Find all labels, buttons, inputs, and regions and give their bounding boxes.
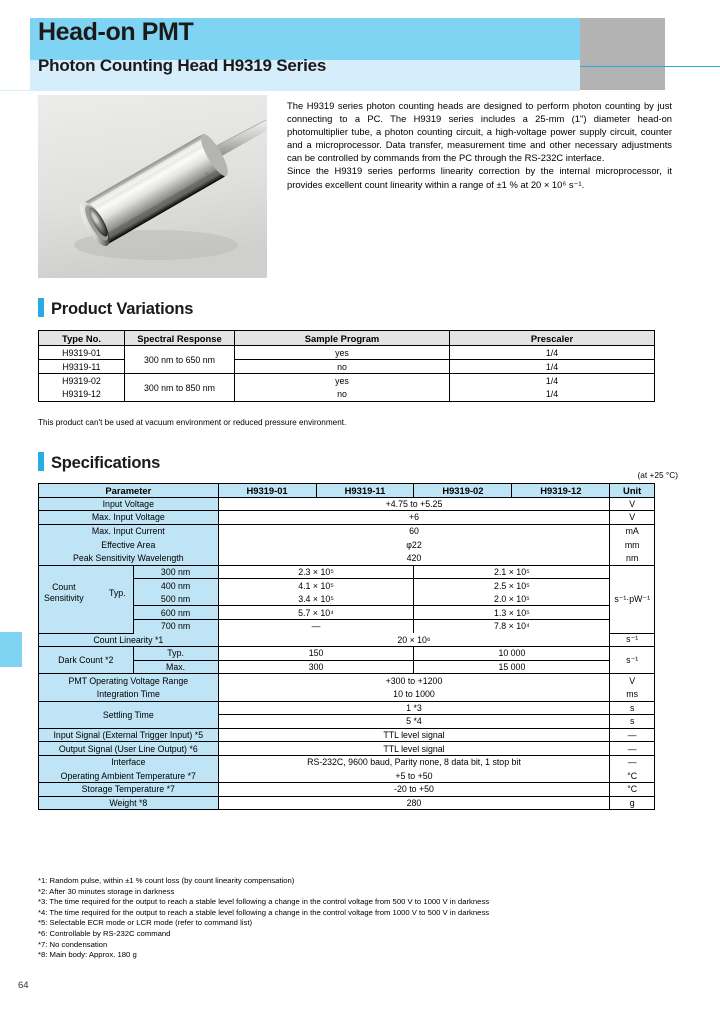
col-h9319-12: H9319-12 bbox=[512, 484, 610, 498]
cell-max-right: 15 000 bbox=[414, 660, 610, 674]
section-accent-bar bbox=[38, 452, 44, 471]
cell-count-sensitivity-label bbox=[39, 565, 134, 633]
cell-parameter: Weight *8 bbox=[39, 796, 219, 810]
col-sample-program: Sample Program bbox=[235, 331, 450, 346]
cell-parameter: Integration Time bbox=[39, 687, 219, 701]
page-title: Head-on PMT bbox=[38, 18, 194, 46]
cell-value-left: 4.1 × 10⁵ bbox=[218, 579, 414, 593]
cell-value-right: 2.5 × 10⁵ bbox=[414, 579, 610, 593]
cell-type-no: H9319-02 bbox=[39, 374, 125, 388]
cell-parameter: Interface bbox=[39, 755, 219, 769]
table-row-dark-count-typ bbox=[39, 647, 655, 661]
cell-unit: — bbox=[610, 755, 655, 769]
cell-sample-program: yes bbox=[235, 346, 450, 360]
cell-wavelength: 300 nm bbox=[133, 565, 218, 579]
cell-unit: V bbox=[610, 497, 655, 511]
cell-type-no: H9319-12 bbox=[39, 388, 125, 402]
cell-value: TTL level signal bbox=[218, 728, 610, 742]
footnote-item: *7: No condensation bbox=[38, 939, 108, 949]
cell-value: +300 to +1200 bbox=[218, 674, 610, 688]
cell-value-right: 2.1 × 10⁵ bbox=[414, 565, 610, 579]
cell-value: +5 to +50 bbox=[218, 769, 610, 783]
cell-value: 280 bbox=[218, 796, 610, 810]
cell-value: 60 bbox=[218, 524, 610, 538]
table-row-max-input-voltage bbox=[39, 511, 655, 525]
cell-prescaler: 1/4 bbox=[450, 374, 655, 388]
footnote-item: *3: The time required for the output to reach a stable level following a change in the control voltage from 500 V to 1000 V in darkness bbox=[38, 897, 490, 907]
cell-unit-a: s bbox=[610, 701, 655, 715]
cell-sample-program: no bbox=[235, 388, 450, 402]
cell-unit: V bbox=[610, 511, 655, 525]
table-row-input-signal bbox=[39, 728, 655, 742]
cell-value: 10 to 1000 bbox=[218, 687, 610, 701]
specifications-table bbox=[38, 483, 655, 810]
cell-unit: s⁻¹ bbox=[610, 647, 655, 674]
table-row-effective-area bbox=[39, 538, 655, 552]
footnote-item: *6: Controllable by RS-232C command bbox=[38, 928, 171, 938]
cell-unit-b: s bbox=[610, 715, 655, 729]
cell-parameter: Storage Temperature *7 bbox=[39, 783, 219, 797]
cell-value-b: 5 *4 bbox=[218, 715, 610, 729]
cell-parameter: Input Voltage bbox=[39, 497, 219, 511]
table-row-input-voltage bbox=[39, 497, 655, 511]
cell-typ-left: 150 bbox=[218, 647, 414, 661]
table-row-output-signal bbox=[39, 742, 655, 756]
cell-wavelength: 400 nm bbox=[133, 579, 218, 593]
table-row bbox=[39, 374, 655, 388]
table-row-storage-temp bbox=[39, 783, 655, 797]
cell-wavelength: 500 nm bbox=[133, 592, 218, 606]
table-row-interface bbox=[39, 755, 655, 769]
cell-value: 420 bbox=[218, 551, 610, 565]
product-variations-caption: This product can't be used at vacuum environment or reduced pressure environment. bbox=[38, 418, 347, 427]
label-typ: Typ. bbox=[109, 587, 126, 598]
cell-value: 20 × 10⁶ bbox=[218, 633, 610, 647]
cell-value-right: 7.8 × 10⁴ bbox=[414, 619, 610, 633]
cell-prescaler: 1/4 bbox=[450, 346, 655, 360]
col-unit: Unit bbox=[610, 484, 655, 498]
cell-unit: ms bbox=[610, 687, 655, 701]
cell-unit: V bbox=[610, 674, 655, 688]
footnote-item: *1: Random pulse, within ±1 % count loss (by count linearity compensation) bbox=[38, 876, 295, 885]
cell-sample-program: yes bbox=[235, 374, 450, 388]
page-side-tab bbox=[0, 632, 22, 667]
cell-value: -20 to +50 bbox=[218, 783, 610, 797]
cell-wavelength: 600 nm bbox=[133, 606, 218, 620]
cell-max-left: 300 bbox=[218, 660, 414, 674]
table-header-row bbox=[39, 484, 655, 498]
label-line-2: Sensitivity bbox=[44, 592, 84, 603]
col-parameter: Parameter bbox=[39, 484, 219, 498]
header-light-rule bbox=[0, 90, 580, 91]
footnotes-list bbox=[38, 876, 489, 961]
footnote-item: *2: After 30 minutes storage in darkness bbox=[38, 886, 175, 896]
cell-parameter: Count Linearity *1 bbox=[39, 633, 219, 647]
cell-spectral-response: 300 nm to 650 nm bbox=[125, 346, 235, 374]
table-header-row bbox=[39, 331, 655, 346]
cell-unit: g bbox=[610, 796, 655, 810]
table-row-count-linearity bbox=[39, 633, 655, 647]
col-h9319-02: H9319-02 bbox=[414, 484, 512, 498]
section-heading-product-variations bbox=[38, 298, 193, 319]
cell-dark-count-label: Dark Count *2 bbox=[39, 647, 134, 674]
table-row bbox=[39, 346, 655, 360]
cell-parameter: Output Signal (User Line Output) *6 bbox=[39, 742, 219, 756]
section-accent-bar bbox=[38, 298, 44, 317]
intro-paragraph-2: Since the H9319 series performs linearity correction by the internal microprocessor, it provides excellent count linearity within a range of ±1 % at 20 × 10⁶ s⁻¹. bbox=[287, 165, 672, 190]
cell-parameter: PMT Operating Voltage Range bbox=[39, 674, 219, 688]
footnote-item: *4: The time required for the output to reach a stable level following a change in the control voltage from 1000 V to 500 V in darkness bbox=[38, 907, 490, 917]
cell-unit: mm bbox=[610, 538, 655, 552]
cell-value: φ22 bbox=[218, 538, 610, 552]
cell-type-no: H9319-01 bbox=[39, 346, 125, 360]
cell-value-left: 5.7 × 10⁴ bbox=[218, 606, 414, 620]
cell-unit: mA bbox=[610, 524, 655, 538]
cell-unit: — bbox=[610, 742, 655, 756]
cell-parameter: Effective Area bbox=[39, 538, 219, 552]
cell-value-left: 3.4 × 10⁵ bbox=[218, 592, 414, 606]
cell-spectral-response: 300 nm to 850 nm bbox=[125, 374, 235, 402]
cell-value-a: 1 *3 bbox=[218, 701, 610, 715]
intro-paragraph-1: The H9319 series photon counting heads are designed to perform photon counting by just connecting to a PC. The H9319 series includes a 25-mm (1") diameter head-on photomultiplier tube, a photon counting circuit, a high-voltage power supply circuit, counter and a microprocessor. Data transfer, measurement time and other necessary adjustments can be controlled by commands from the PC through the RS-232C interface. bbox=[287, 100, 672, 164]
product-photo bbox=[38, 95, 267, 278]
specifications-condition-note: (at +25 °C) bbox=[637, 470, 678, 480]
cell-value: TTL level signal bbox=[218, 742, 610, 756]
cell-unit: °C bbox=[610, 783, 655, 797]
footnote-item: *5: Selectable ECR mode or LCR mode (refer to command list) bbox=[38, 918, 253, 928]
product-variations-table bbox=[38, 330, 655, 402]
table-row-max-input-current bbox=[39, 524, 655, 538]
cell-parameter: Peak Sensitivity Wavelength bbox=[39, 551, 219, 565]
col-type-no: Type No. bbox=[39, 331, 125, 346]
cell-unit: nm bbox=[610, 551, 655, 565]
table-row-settling-time-a bbox=[39, 701, 655, 715]
header-grey-block bbox=[580, 18, 665, 90]
section-title-text: Product Variations bbox=[51, 300, 194, 318]
cell-parameter: Max. Input Voltage bbox=[39, 511, 219, 525]
cell-value-left: — bbox=[218, 619, 414, 633]
cell-unit: s⁻¹·pW⁻¹ bbox=[610, 565, 655, 633]
cell-value-left: 2.3 × 10⁵ bbox=[218, 565, 414, 579]
header-accent-rule bbox=[580, 66, 720, 67]
section-title-text: Specifications bbox=[51, 454, 161, 472]
cell-parameter: Max. Input Current bbox=[39, 524, 219, 538]
cell-prescaler: 1/4 bbox=[450, 360, 655, 374]
table-row-pmt-voltage-range bbox=[39, 674, 655, 688]
footnote-item: *8: Main body: Approx. 180 g bbox=[38, 950, 137, 960]
section-heading-specifications bbox=[38, 452, 160, 473]
col-h9319-01: H9319-01 bbox=[218, 484, 316, 498]
cell-sub-max: Max. bbox=[133, 660, 218, 674]
table-row-integration-time bbox=[39, 687, 655, 701]
cell-value: +4.75 to +5.25 bbox=[218, 497, 610, 511]
col-prescaler: Prescaler bbox=[450, 331, 655, 346]
cell-parameter: Input Signal (External Trigger Input) *5 bbox=[39, 728, 219, 742]
cell-typ-right: 10 000 bbox=[414, 647, 610, 661]
cell-unit: s⁻¹ bbox=[610, 633, 655, 647]
table-row-operating-temp bbox=[39, 769, 655, 783]
col-h9319-11: H9319-11 bbox=[316, 484, 414, 498]
table-row-weight bbox=[39, 796, 655, 810]
page-number: 64 bbox=[18, 980, 29, 991]
cell-settling-time-label: Settling Time bbox=[39, 701, 219, 728]
page-header bbox=[0, 0, 720, 78]
cell-value: RS-232C, 9600 baud, Parity none, 8 data bit, 1 stop bit bbox=[218, 755, 610, 769]
cell-sub-typ: Typ. bbox=[133, 647, 218, 661]
cell-unit: °C bbox=[610, 769, 655, 783]
cell-wavelength: 700 nm bbox=[133, 619, 218, 633]
page-subtitle: Photon Counting Head H9319 Series bbox=[38, 56, 327, 75]
cell-type-no: H9319-11 bbox=[39, 360, 125, 374]
cell-sample-program: no bbox=[235, 360, 450, 374]
cell-value-right: 2.0 × 10⁵ bbox=[414, 592, 610, 606]
table-row-count-sensitivity-300 bbox=[39, 565, 655, 579]
label-line-1: Count bbox=[52, 581, 76, 592]
table-row-peak-sensitivity bbox=[39, 551, 655, 565]
cell-value: +6 bbox=[218, 511, 610, 525]
intro-text bbox=[287, 99, 672, 191]
cell-parameter: Operating Ambient Temperature *7 bbox=[39, 769, 219, 783]
cell-value-right: 1.3 × 10⁵ bbox=[414, 606, 610, 620]
cell-unit: — bbox=[610, 728, 655, 742]
cell-prescaler: 1/4 bbox=[450, 388, 655, 402]
col-spectral-response: Spectral Response bbox=[125, 331, 235, 346]
